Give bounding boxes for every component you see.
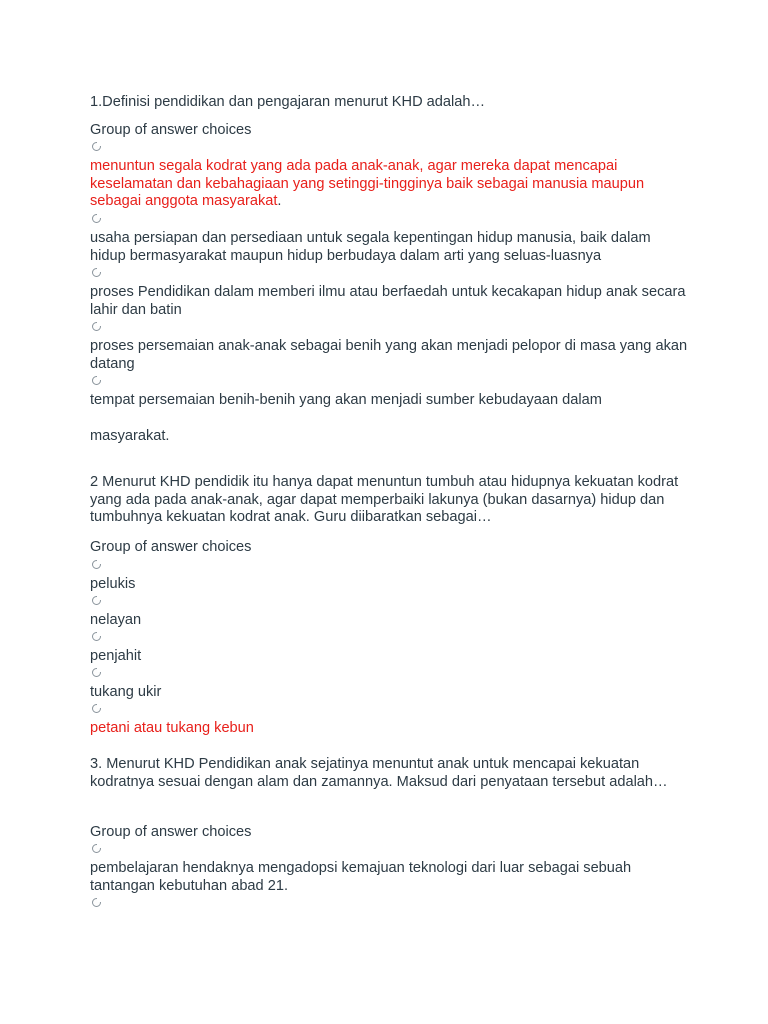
- radio-q3-choice-2[interactable]: [92, 898, 101, 907]
- question-3-choice-1: pembelajaran hendaknya mengadopsi kemajuan teknologi dari luar sebagai sebuah tantangan kebutuhan abad 21.: [90, 860, 632, 894]
- question-3-group-label: Group of answer choices: [90, 824, 252, 840]
- radio-q2-choice-3[interactable]: [92, 632, 101, 641]
- question-1-choice-1: [90, 158, 690, 211]
- radio-q3-choice-1[interactable]: [92, 844, 101, 853]
- question-1-group-label: Group of answer choices: [90, 122, 252, 138]
- question-1-choice-3: proses Pendidikan dalam memberi ilmu atau berfaedah untuk kecakapan hidup anak secara lahir dan batin: [90, 284, 686, 318]
- radio-q1-choice-2[interactable]: [92, 214, 101, 223]
- question-1-choice-4: proses persemaian anak-anak sebagai benih yang akan menjadi pelopor di masa yang akan datang: [90, 338, 688, 372]
- question-1-prompt: 1.Definisi pendidikan dan pengajaran menurut KHD adalah…: [90, 94, 486, 110]
- question-2-group-label: Group of answer choices: [90, 539, 252, 555]
- question-2-choice-3: penjahit: [90, 648, 142, 664]
- radio-q2-choice-1[interactable]: [92, 560, 101, 569]
- radio-q1-choice-1[interactable]: [92, 142, 101, 151]
- question-2-prompt: 2 Menurut KHD pendidik itu hanya dapat menuntun tumbuh atau hidupnya kekuatan kodrat yang ada pada anak-anak, agar dapat memperbaiki lakunya (bukan dasarnya) hidup dan tumbuhnya kekuatan kodrat anak. Guru diibaratkan sebagai…: [90, 474, 679, 525]
- correct-answer-text: menuntun segala kodrat yang ada pada anak-anak, agar mereka dapat mencapai keselamatan dan kebahagiaan yang setinggi-tingginya baik sebagai manusia maupun sebagai anggota masyarakat: [90, 158, 645, 209]
- question-2-choice-2: nelayan: [90, 612, 142, 628]
- question-2-choice-1: pelukis: [90, 576, 136, 592]
- question-2-choice-4: tukang ukir: [90, 684, 162, 700]
- question-1-choice-5-continued: masyarakat.: [90, 428, 170, 444]
- radio-q2-choice-4[interactable]: [92, 668, 101, 677]
- question-1-choice-5: tempat persemaian benih-benih yang akan menjadi sumber kebudayaan dalam: [90, 392, 602, 408]
- radio-q1-choice-5[interactable]: [92, 376, 101, 385]
- question-2-choice-5: petani atau tukang kebun: [90, 720, 254, 736]
- radio-q1-choice-4[interactable]: [92, 322, 101, 331]
- radio-q2-choice-2[interactable]: [92, 596, 101, 605]
- radio-q2-choice-5[interactable]: [92, 704, 101, 713]
- choice-suffix: .: [277, 193, 282, 209]
- question-3-prompt: 3. Menurut KHD Pendidikan anak sejatinya menuntut anak untuk mencapai kekuatan kodratnya sesuai dengan alam dan zamannya. Maksud dari penyataan tersebut adalah…: [90, 756, 668, 790]
- question-1-choice-2: usaha persiapan dan persediaan untuk segala kepentingan hidup manusia, baik dalam hidup bermasyarakat maupun hidup berbudaya dalam arti yang seluas-luasnya: [90, 230, 651, 264]
- radio-q1-choice-3[interactable]: [92, 268, 101, 277]
